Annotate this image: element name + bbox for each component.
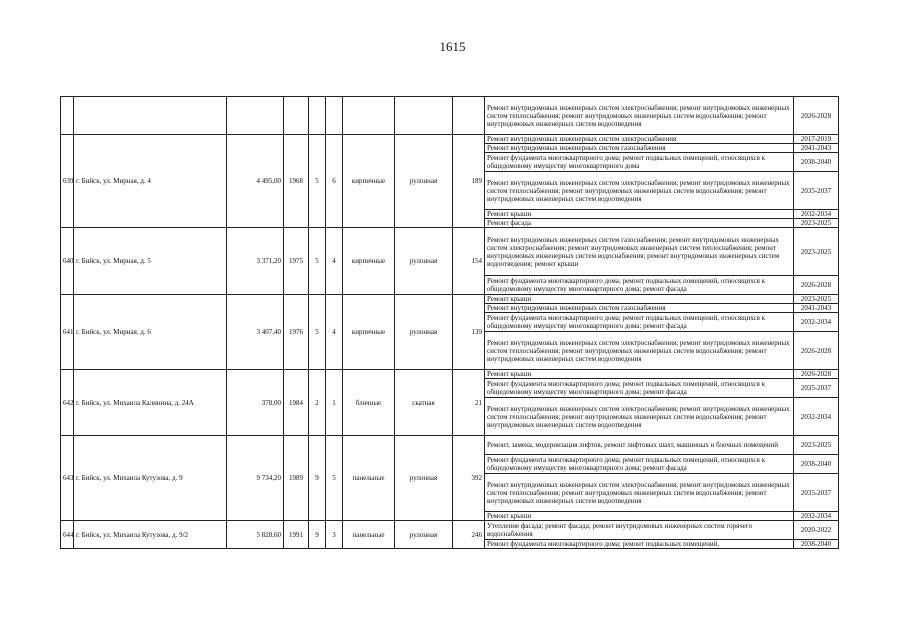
work-description: Ремонт крыши: [485, 295, 794, 304]
building-area: 378,00: [227, 370, 284, 436]
resident-count: 392: [453, 436, 485, 521]
building-address: г. Бийск, ул. Мирная, д. 5: [74, 228, 227, 295]
building-address: г. Бийск, ул. Мирная, д. 4: [74, 135, 227, 228]
building-number: 641: [61, 295, 74, 370]
entrance-count: 5: [326, 436, 343, 521]
construction-year: 1989: [284, 436, 309, 521]
entrance-count: 4: [326, 228, 343, 295]
work-period: 2032-2034: [794, 512, 839, 521]
building-number: 643: [61, 436, 74, 521]
building-area: 9 734,20: [227, 436, 284, 521]
construction-year: [284, 97, 309, 135]
roof-type: рулонная: [395, 521, 453, 549]
floor-count: [309, 97, 326, 135]
work-period: 2026-2028: [794, 332, 839, 370]
wall-material: блочные: [343, 370, 395, 436]
building-area: 4 495,00: [227, 135, 284, 228]
entrance-count: [326, 97, 343, 135]
work-period: 2038-2040: [794, 540, 839, 549]
resident-count: 189: [453, 135, 485, 228]
building-area: 3 371,20: [227, 228, 284, 295]
work-period: 2023-2025: [794, 295, 839, 304]
building-number: [61, 97, 74, 135]
roof-type: скатная: [395, 370, 453, 436]
work-description: Ремонт, замена, модернизация лифтов, ремонт лифтовых шахт, машинных и блочных помещений: [485, 436, 794, 455]
resident-count: [453, 97, 485, 135]
resident-count: 246: [453, 521, 485, 549]
wall-material: панельные: [343, 521, 395, 549]
page-number: 1615: [439, 39, 466, 54]
floor-count: 5: [309, 228, 326, 295]
table-row: [61, 521, 839, 540]
work-period: 2038-2040: [794, 455, 839, 474]
construction-year: 1968: [284, 135, 309, 228]
roof-type: рулонная: [395, 295, 453, 370]
work-period: 2032-2034: [794, 313, 839, 332]
construction-year: 1984: [284, 370, 309, 436]
floor-count: 5: [309, 295, 326, 370]
work-period: 2041-2043: [794, 144, 839, 153]
work-description: Ремонт фундамента многоквартирного дома; ремонт подвальных помещений, относящихся к общедомовому имуществу многоквартирного дома; ремонт фасада: [485, 379, 794, 398]
floor-count: 9: [309, 436, 326, 521]
work-period: 2032-2034: [794, 398, 839, 436]
building-area: [227, 97, 284, 135]
work-description: Ремонт крыши: [485, 210, 794, 219]
table-row: [61, 436, 839, 455]
work-description: Ремонт фундамента многоквартирного дома; ремонт подвальных помещений, относящихся к общедомовому имуществу многоквартирного дома; ремонт фасада: [485, 455, 794, 474]
work-description: Ремонт фундамента многоквартирного дома; ремонт подвальных помещений, относящихся к общедомовому имуществу многоквартирного дома; ремонт фасада: [485, 313, 794, 332]
work-period: 2023-2025: [794, 228, 839, 276]
work-description: Ремонт внутридомовых инженерных систем электроснабжения; ремонт внутридомовых инженерных систем теплоснабжения; ремонт внутридомовых инженерных систем водоснабжения; ремонт внутридомовых инженерных систем водоотведения: [485, 474, 794, 512]
repair-schedule-table: [60, 96, 839, 549]
work-period: 2026-2028: [794, 370, 839, 379]
construction-year: 1975: [284, 228, 309, 295]
work-period: 2023-2025: [794, 219, 839, 228]
table-row: [61, 370, 839, 379]
work-period: 2041-2043: [794, 304, 839, 313]
work-period: 2026-2028: [794, 276, 839, 295]
work-description: Ремонт крыши: [485, 512, 794, 521]
building-number: 640: [61, 228, 74, 295]
building-number: 644: [61, 521, 74, 549]
wall-material: [343, 97, 395, 135]
building-address: г. Бийск, ул. Михаила Кутузова, д. 9/2: [74, 521, 227, 549]
work-description: Ремонт фасада: [485, 219, 794, 228]
wall-material: кирпичные: [343, 295, 395, 370]
wall-material: кирпичные: [343, 135, 395, 228]
work-description: Утепление фасада; ремонт фасада; ремонт внутридомовых инженерных систем горячего водоснабжения: [485, 521, 794, 540]
work-period: 2035-2037: [794, 474, 839, 512]
table-row: [61, 97, 839, 135]
work-description: Ремонт внутридомовых инженерных систем электроснабжения; ремонт внутридомовых инженерных систем теплоснабжения; ремонт внутридомовых инженерных систем водоснабжения; ремонт внутридомовых инженерных систем водоотведения: [485, 97, 794, 135]
work-period: 2038-2040: [794, 153, 839, 172]
work-description: Ремонт фундамента многоквартирного дома; ремонт подвальных помещений,: [485, 540, 794, 549]
building-area: 5 828,60: [227, 521, 284, 549]
work-description: Ремонт внутридомовых инженерных систем газоснабжения: [485, 304, 794, 313]
roof-type: рулонная: [395, 135, 453, 228]
work-period: 2035-2037: [794, 379, 839, 398]
work-period: 2026-2028: [794, 97, 839, 135]
building-address: г. Бийск, ул. Михаила Калинина, д. 24А: [74, 370, 227, 436]
table-row: [61, 295, 839, 304]
building-address: г. Бийск, ул. Михаила Кутузова, д. 9: [74, 436, 227, 521]
work-description: Ремонт внутридомовых инженерных систем электроснабжения; ремонт внутридомовых инженерных систем теплоснабжения; ремонт внутридомовых инженерных систем водоснабжения; ремонт внутридомовых инженерных систем водоотведения: [485, 172, 794, 210]
work-description: Ремонт крыши: [485, 370, 794, 379]
wall-material: кирпичные: [343, 228, 395, 295]
building-address: г. Бийск, ул. Мирная, д. 6: [74, 295, 227, 370]
floor-count: 5: [309, 135, 326, 228]
work-description: Ремонт внутридомовых инженерных систем электроснабжения; ремонт внутридомовых инженерных систем теплоснабжения; ремонт внутридомовых инженерных систем водоснабжения; ремонт внутридомовых инженерных систем водоотведения: [485, 332, 794, 370]
work-period: 2020-2022: [794, 521, 839, 540]
resident-count: 21: [453, 370, 485, 436]
floor-count: 2: [309, 370, 326, 436]
work-period: 2023-2025: [794, 436, 839, 455]
roof-type: рулонная: [395, 228, 453, 295]
entrance-count: 4: [326, 295, 343, 370]
work-description: Ремонт внутридомовых инженерных систем электроснабжения; ремонт внутридомовых инженерных систем теплоснабжения; ремонт внутридомовых инженерных систем водоснабжения; ремонт внутридомовых инженерных систем водоотведения: [485, 398, 794, 436]
work-period: 2035-2037: [794, 172, 839, 210]
roof-type: рулонная: [395, 436, 453, 521]
work-description: Ремонт внутридомовых инженерных систем газоснабжения; ремонт внутридомовых инженерных систем электроснабжения; ремонт внутридомовых инженерных систем теплоснабжения; ремонт внутридомовых инженерных систем водоснабжения; ремонт внутридомовых инженерных систем водоотведения; ремонт крыши: [485, 228, 794, 276]
work-period: 2032-2034: [794, 210, 839, 219]
roof-type: [395, 97, 453, 135]
work-description: Ремонт фундамента многоквартирного дома; ремонт подвальных помещений, относящихся к общедомовому имуществу многоквартирного дома: [485, 153, 794, 172]
construction-year: 1991: [284, 521, 309, 549]
work-period: 2017-2019: [794, 135, 839, 144]
work-description: Ремонт внутридомовых инженерных систем газоснабжения: [485, 144, 794, 153]
entrance-count: 6: [326, 135, 343, 228]
building-address: [74, 97, 227, 135]
entrance-count: 3: [326, 521, 343, 549]
building-area: 3 407,40: [227, 295, 284, 370]
work-description: Ремонт фундамента многоквартирного дома; ремонт подвальных помещений, относящихся к общедомовому имуществу многоквартирного дома; ремонт фасада: [485, 276, 794, 295]
work-description: Ремонт внутридомовых инженерных систем электроснабжения: [485, 135, 794, 144]
table-row: [61, 135, 839, 144]
building-number: 639: [61, 135, 74, 228]
entrance-count: 1: [326, 370, 343, 436]
building-number: 642: [61, 370, 74, 436]
resident-count: 139: [453, 295, 485, 370]
table-row: [61, 228, 839, 276]
wall-material: панельные: [343, 436, 395, 521]
resident-count: 154: [453, 228, 485, 295]
construction-year: 1976: [284, 295, 309, 370]
floor-count: 9: [309, 521, 326, 549]
